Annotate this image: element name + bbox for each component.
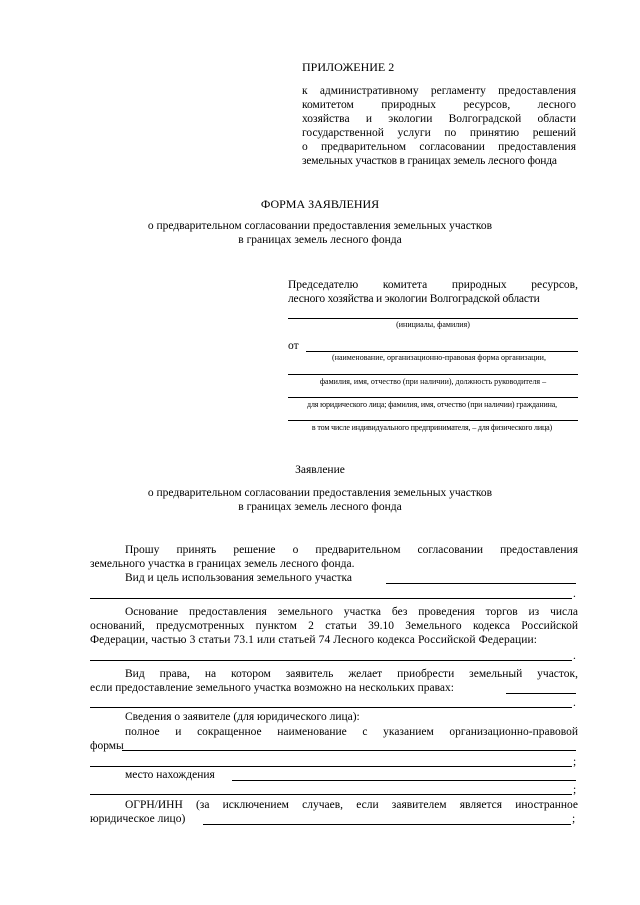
body-dot-2: . — [573, 650, 576, 662]
from-line[interactable] — [306, 351, 578, 352]
body-p5: Сведения о заявителе (для юридического лица): — [125, 711, 360, 723]
addressee-caption-4: для юридического лица; фамилия, имя, отчество (при наличии) гражданина, — [307, 400, 557, 409]
location-line-2[interactable] — [90, 794, 572, 795]
statement-title: Заявление — [295, 464, 345, 476]
applicant-line-3[interactable] — [288, 397, 578, 398]
body-p6-line-1: полное и сокращенное наименование с указанием организационно-правовой — [125, 726, 578, 738]
addressee-line-1: Председателю комитета природных ресурсов, — [288, 279, 578, 291]
body-dot-1: . — [573, 588, 576, 600]
grounds-line[interactable] — [90, 660, 572, 661]
body-dot-3: . — [573, 697, 576, 709]
body-p2-label: Вид и цель использования земельного участка — [125, 572, 353, 584]
appendix-title: ПРИЛОЖЕНИЕ 2 — [302, 60, 395, 74]
body-p3-line-3: Федерации, частью 3 статьи 73.1 или статьей 74 Лесного кодекса Российской Федерации: — [90, 634, 538, 646]
body-p6-line-2: формы — [90, 740, 124, 752]
right-type-line-2[interactable] — [90, 707, 572, 708]
appendix-line-5: о предварительном согласовании предоставления — [302, 141, 576, 153]
statement-subtitle-1: о предварительном согласовании предоставления земельных участков — [147, 487, 493, 499]
from-label: от — [288, 340, 299, 352]
body-p7-label: место нахождения — [125, 769, 215, 781]
body-p8-line-2: юридическое лицо) — [90, 813, 186, 825]
appendix-line-1: к административному регламенту предоставления — [302, 85, 576, 97]
body-semicolon-2: ; — [573, 784, 577, 796]
org-name-line-2[interactable] — [90, 766, 572, 767]
form-subtitle-1: о предварительном согласовании предоставления земельных участков — [147, 220, 493, 232]
right-type-line-1[interactable] — [506, 693, 576, 694]
body-p1-line-2: земельного участка в границах земель лесного фонда. — [90, 558, 355, 570]
land-use-purpose-line-2[interactable] — [90, 598, 572, 599]
form-title: ФОРМА ЗАЯВЛЕНИЯ — [260, 197, 380, 211]
addressee-caption-1: (инициалы, фамилия) — [396, 320, 470, 329]
location-line-1[interactable] — [232, 780, 576, 781]
addressee-caption-3: фамилия, имя, отчество (при наличии), должность руководителя – — [319, 377, 547, 386]
body-p3-line-1: Основание предоставления земельного участка без проведения торгов из числа — [125, 606, 578, 618]
land-use-purpose-line-1[interactable] — [386, 583, 576, 584]
appendix-line-6: земельных участков в границах земель лесного фонда — [302, 155, 557, 167]
addressee-caption-5: в том числе индивидуального предпринимателя, – для физического лица) — [311, 423, 553, 432]
form-subtitle-2: в границах земель лесного фонда — [238, 234, 402, 246]
ogrn-inn-line[interactable] — [203, 824, 571, 825]
appendix-line-2: комитетом природных ресурсов, лесного — [302, 99, 576, 111]
body-p4-line-1: Вид права, на котором заявитель желает приобрести земельный участок, — [125, 668, 578, 680]
applicant-line-2[interactable] — [288, 374, 578, 375]
body-semicolon-3: ; — [572, 813, 576, 825]
body-p3-line-2: оснований, предусмотренных пунктом 2 статьи 39.10 Земельного кодекса Российской — [90, 620, 578, 632]
org-name-line-1[interactable] — [122, 750, 576, 751]
appendix-line-3: хозяйства и экологии Волгоградской области — [302, 113, 576, 125]
addressee-name-line[interactable] — [288, 318, 578, 319]
statement-subtitle-2: в границах земель лесного фонда — [238, 501, 402, 513]
addressee-line-2: лесного хозяйства и экологии Волгоградской области — [288, 293, 540, 305]
addressee-caption-2: (наименование, организационно-правовая форма организации, — [332, 353, 546, 362]
body-p8-line-1: ОГРН/ИНН (за исключением случаев, если заявителем является иностранное — [125, 799, 578, 811]
appendix-line-4: государственной услуги по принятию решений — [302, 127, 576, 139]
body-p1-line-1: Прошу принять решение о предварительном согласовании предоставления — [125, 544, 578, 556]
body-p4-line-2: если предоставление земельного участка возможно на нескольких правах: — [90, 682, 454, 694]
applicant-line-4[interactable] — [288, 420, 578, 421]
body-semicolon-1: ; — [573, 756, 577, 768]
